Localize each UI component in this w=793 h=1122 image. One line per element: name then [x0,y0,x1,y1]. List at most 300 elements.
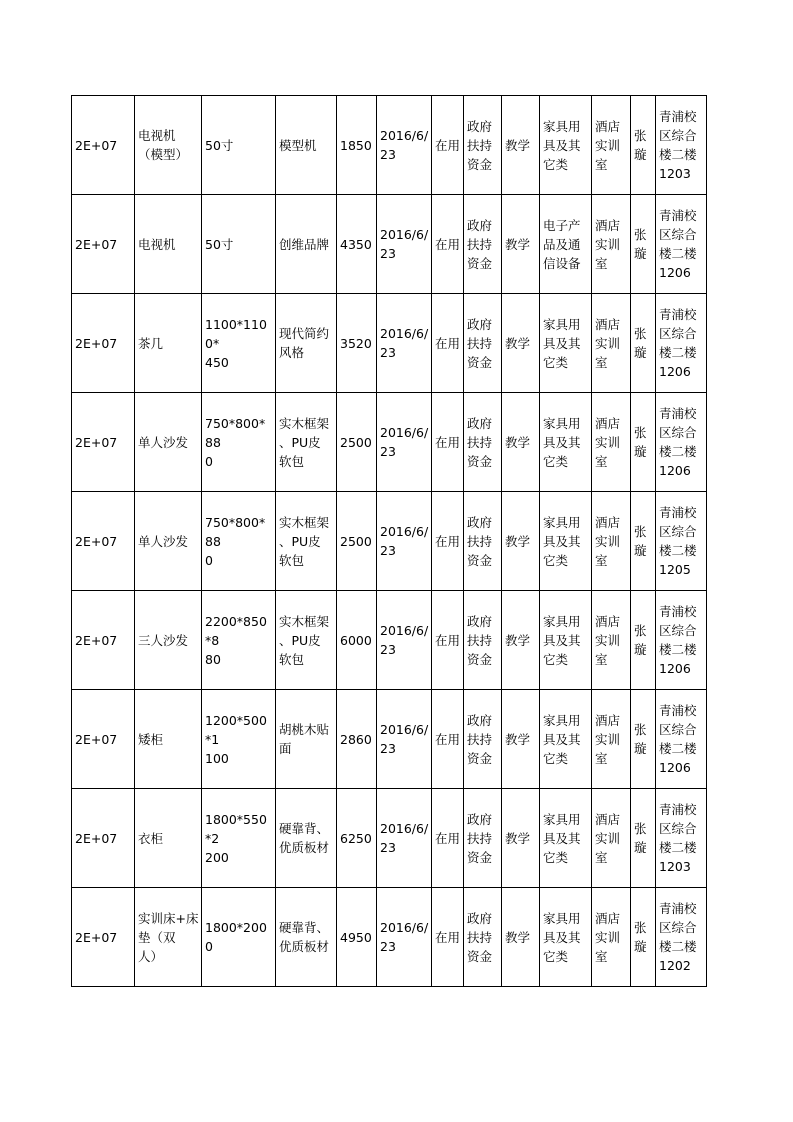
department-cell-line: 酒店 [595,415,621,431]
department-cell-line: 室 [595,255,608,271]
status-cell [432,492,464,591]
category-cell-line: 家具用 [543,118,581,134]
funding-source-cell-line: 扶持 [467,236,493,252]
spec-cell-line: 450 [205,354,229,370]
brand-cell-line: 优质板材 [279,939,330,954]
custodian-cell-line: 璇 [634,147,647,162]
category-cell-line: 信设备 [543,255,581,271]
asset-id-cell-text: 2E+07 [75,731,118,747]
spec-cell-line: 1800*2000 [205,920,267,954]
spec-cell [202,591,276,690]
category-cell-line: 家具用 [543,415,581,431]
funding-source-cell-line: 资金 [467,255,493,271]
funding-source-cell-line: 资金 [467,948,493,964]
funding-source-cell-line: 扶持 [467,137,493,153]
brand-cell-line: 胡桃木贴 [279,722,330,737]
asset-name-cell [135,294,202,393]
spec-cell [202,789,276,888]
department-cell-line: 酒店 [595,118,621,134]
purchase-date-cell-line: 2016/6/ [380,722,429,737]
asset-id-cell [72,96,135,195]
brand-cell-line: 风格 [279,345,305,360]
department-cell [592,294,631,393]
purchase-date-cell [377,96,432,195]
location-cell-line: 区综合 [659,623,697,638]
status-cell-text: 在用 [435,731,461,747]
funding-source-cell [464,492,502,591]
department-cell-line: 室 [595,552,608,568]
asset-table [71,95,707,987]
asset-name-cell-line: 实训床+床 [138,910,199,926]
table-row [72,789,707,888]
custodian-cell-line: 璇 [634,939,647,954]
department-cell-line: 室 [595,156,608,172]
asset-name-cell-line: 单人沙发 [138,434,189,450]
category-cell-line: 家具用 [543,613,581,629]
location-cell-line: 楼二楼 [659,543,697,558]
location-cell-line: 楼二楼 [659,345,697,360]
asset-name-cell-line: 电视机 [138,128,176,143]
price-cell-text: 1850 [340,137,372,153]
location-cell [656,492,707,591]
purchase-date-cell-line: 23 [380,741,396,756]
funding-source-cell-line: 扶持 [467,830,493,846]
category-cell-line: 它类 [543,651,569,667]
department-cell-line: 实训 [595,731,621,747]
asset-name-cell [135,789,202,888]
asset-id-cell-text: 2E+07 [75,830,118,846]
category-cell-line: 它类 [543,849,569,865]
category-cell-line: 它类 [543,948,569,964]
custodian-cell-line: 张 [634,227,647,242]
location-cell-line: 青浦校 [659,109,697,124]
custodian-cell [631,591,656,690]
funding-source-cell-line: 资金 [467,750,493,766]
brand-cell [276,888,337,987]
location-cell-line: 区综合 [659,128,697,143]
brand-cell-line: 创维品牌 [279,236,330,252]
usage-cell [502,492,540,591]
custodian-cell [631,294,656,393]
funding-source-cell [464,789,502,888]
asset-name-cell [135,690,202,789]
brand-cell-line: 优质板材 [279,840,330,855]
purchase-date-cell-line: 2016/6/ [380,524,429,539]
funding-source-cell-line: 扶持 [467,731,493,747]
funding-source-cell-line: 资金 [467,453,493,469]
department-cell [592,591,631,690]
price-cell-text: 6000 [340,632,372,648]
location-cell-line: 楼二楼 [659,939,697,954]
location-cell-line: 青浦校 [659,505,697,520]
brand-cell-line: 实木框架 [279,613,330,629]
price-cell [337,96,377,195]
price-cell [337,294,377,393]
category-cell [540,591,592,690]
asset-id-cell [72,294,135,393]
funding-source-cell [464,294,502,393]
department-cell [592,690,631,789]
custodian-cell-line: 张 [634,326,647,341]
custodian-cell [631,195,656,294]
funding-source-cell-line: 扶持 [467,533,493,549]
status-cell-text: 在用 [435,929,461,945]
purchase-date-cell [377,393,432,492]
funding-source-cell-line: 资金 [467,651,493,667]
spec-cell-line: 80 [205,651,221,667]
purchase-date-cell-line: 23 [380,444,396,459]
asset-id-cell-text: 2E+07 [75,335,118,351]
purchase-date-cell-line: 23 [380,642,396,657]
category-cell-line: 具及其 [543,929,581,945]
purchase-date-cell-line: 2016/6/ [380,425,429,440]
asset-id-cell [72,789,135,888]
price-cell-text: 6250 [340,830,372,846]
location-cell-line: 青浦校 [659,604,697,619]
custodian-cell-line: 张 [634,722,647,737]
department-cell [592,888,631,987]
asset-name-cell-line: 电视机 [138,236,176,252]
asset-name-cell-line: （模型） [138,147,189,162]
table-row [72,888,707,987]
funding-source-cell [464,888,502,987]
purchase-date-cell-line: 2016/6/ [380,326,429,341]
asset-id-cell-text: 2E+07 [75,236,118,252]
price-cell-text: 2500 [340,533,372,549]
department-cell-line: 实训 [595,632,621,648]
category-cell-line: 品及通 [543,236,581,252]
location-cell-line: 1206 [659,463,691,478]
spec-cell-line: 750*800*88 [205,514,266,549]
location-cell-line: 区综合 [659,920,697,935]
price-cell-text: 2860 [340,731,372,747]
purchase-date-cell [377,591,432,690]
table-row [72,294,707,393]
custodian-cell-line: 璇 [634,543,647,558]
custodian-cell-line: 璇 [634,642,647,657]
usage-cell [502,96,540,195]
purchase-date-cell [377,294,432,393]
purchase-date-cell-line: 2016/6/ [380,623,429,638]
status-cell-text: 在用 [435,335,461,351]
funding-source-cell-line: 政府 [467,217,493,233]
asset-name-cell [135,393,202,492]
brand-cell [276,393,337,492]
brand-cell-line: 实木框架 [279,514,330,530]
department-cell [592,195,631,294]
purchase-date-cell-line: 2016/6/ [380,227,429,242]
location-cell-line: 1206 [659,661,691,676]
funding-source-cell-line: 政府 [467,910,493,926]
category-cell-line: 具及其 [543,632,581,648]
purchase-date-cell [377,492,432,591]
asset-id-cell [72,195,135,294]
custodian-cell [631,690,656,789]
category-cell [540,888,592,987]
funding-source-cell-line: 资金 [467,552,493,568]
custodian-cell [631,789,656,888]
spec-cell [202,96,276,195]
usage-cell-text: 教学 [505,533,531,549]
location-cell-line: 楼二楼 [659,741,697,756]
custodian-cell-line: 张 [634,128,647,143]
status-cell [432,888,464,987]
custodian-cell-line: 璇 [634,840,647,855]
department-cell-line: 酒店 [595,316,621,332]
department-cell-line: 室 [595,849,608,865]
category-cell-line: 具及其 [543,830,581,846]
department-cell-line: 酒店 [595,712,621,728]
spec-cell-line: 1200*500*1 [205,712,267,747]
location-cell [656,789,707,888]
funding-source-cell-line: 政府 [467,316,493,332]
status-cell-text: 在用 [435,434,461,450]
usage-cell-text: 教学 [505,632,531,648]
category-cell [540,96,592,195]
department-cell-line: 酒店 [595,613,621,629]
category-cell-line: 家具用 [543,811,581,827]
table-row [72,195,707,294]
table-row [72,96,707,195]
status-cell [432,789,464,888]
department-cell-line: 酒店 [595,217,621,233]
category-cell [540,789,592,888]
spec-cell-line: 750*800*88 [205,415,266,450]
asset-name-cell [135,195,202,294]
usage-cell [502,294,540,393]
brand-cell [276,492,337,591]
custodian-cell [631,492,656,591]
purchase-date-cell [377,690,432,789]
custodian-cell-line: 璇 [634,444,647,459]
location-cell [656,690,707,789]
custodian-cell-line: 璇 [634,345,647,360]
spec-cell-line: 200 [205,849,229,865]
asset-id-cell-text: 2E+07 [75,434,118,450]
usage-cell-text: 教学 [505,236,531,252]
department-cell-line: 实训 [595,137,621,153]
asset-id-cell [72,591,135,690]
usage-cell [502,888,540,987]
table-row [72,492,707,591]
funding-source-cell [464,195,502,294]
usage-cell [502,690,540,789]
status-cell [432,294,464,393]
table-row [72,393,707,492]
funding-source-cell [464,96,502,195]
category-cell-line: 具及其 [543,137,581,153]
custodian-cell-line: 张 [634,920,647,935]
location-cell-line: 楼二楼 [659,444,697,459]
status-cell [432,591,464,690]
price-cell-text: 2500 [340,434,372,450]
department-cell-line: 实训 [595,929,621,945]
brand-cell-line: 、PU皮 [279,632,321,648]
department-cell-line: 室 [595,948,608,964]
asset-name-cell-line: 人） [138,948,164,964]
spec-cell [202,294,276,393]
location-cell-line: 区综合 [659,425,697,440]
brand-cell [276,789,337,888]
location-cell [656,393,707,492]
category-cell-line: 具及其 [543,335,581,351]
asset-name-cell [135,888,202,987]
location-cell-line: 1202 [659,958,691,973]
table-row [72,591,707,690]
location-cell [656,96,707,195]
category-cell-line: 它类 [543,354,569,370]
usage-cell-text: 教学 [505,731,531,747]
purchase-date-cell-line: 23 [380,939,396,954]
purchase-date-cell [377,195,432,294]
funding-source-cell-line: 资金 [467,156,493,172]
asset-name-cell [135,96,202,195]
brand-cell [276,195,337,294]
location-cell-line: 青浦校 [659,802,697,817]
location-cell-line: 青浦校 [659,307,697,322]
spec-cell [202,690,276,789]
funding-source-cell-line: 政府 [467,712,493,728]
location-cell [656,294,707,393]
location-cell-line: 1203 [659,859,691,874]
purchase-date-cell [377,888,432,987]
funding-source-cell [464,690,502,789]
brand-cell-line: 软包 [279,552,305,568]
funding-source-cell-line: 资金 [467,849,493,865]
location-cell-line: 楼二楼 [659,147,697,162]
asset-name-cell [135,492,202,591]
brand-cell-line: 软包 [279,453,305,469]
brand-cell-line: 面 [279,741,292,756]
status-cell [432,393,464,492]
purchase-date-cell-line: 2016/6/ [380,821,429,836]
brand-cell [276,294,337,393]
asset-id-cell [72,888,135,987]
department-cell [592,492,631,591]
location-cell-line: 1205 [659,562,691,577]
location-cell-line: 青浦校 [659,406,697,421]
price-cell-text: 4350 [340,236,372,252]
location-cell-line: 区综合 [659,326,697,341]
funding-source-cell-line: 政府 [467,811,493,827]
funding-source-cell-line: 政府 [467,415,493,431]
asset-id-cell-text: 2E+07 [75,137,118,153]
purchase-date-cell-line: 23 [380,543,396,558]
price-cell-text: 4950 [340,929,372,945]
status-cell-text: 在用 [435,533,461,549]
purchase-date-cell-line: 2016/6/ [380,128,429,143]
usage-cell [502,591,540,690]
brand-cell-line: 实木框架 [279,415,330,431]
purchase-date-cell-line: 23 [380,345,396,360]
department-cell [592,393,631,492]
asset-name-cell-line: 茶几 [138,335,164,351]
department-cell [592,96,631,195]
funding-source-cell-line: 扶持 [467,632,493,648]
department-cell-line: 室 [595,651,608,667]
category-cell-line: 具及其 [543,533,581,549]
funding-source-cell-line: 资金 [467,354,493,370]
department-cell-line: 室 [595,750,608,766]
location-cell-line: 楼二楼 [659,840,697,855]
purchase-date-cell-line: 23 [380,840,396,855]
usage-cell-text: 教学 [505,830,531,846]
spec-cell-line: 0 [205,552,213,568]
location-cell-line: 区综合 [659,227,697,242]
location-cell-line: 楼二楼 [659,246,697,261]
spec-cell-line: 100 [205,750,229,766]
asset-id-cell [72,690,135,789]
usage-cell [502,789,540,888]
spec-cell-line: 50寸 [205,137,234,153]
location-cell-line: 青浦校 [659,208,697,223]
department-cell-line: 实训 [595,335,621,351]
purchase-date-cell-line: 2016/6/ [380,920,429,935]
spec-cell-line: 1100*1100* [205,316,267,351]
department-cell-line: 酒店 [595,910,621,926]
custodian-cell-line: 张 [634,821,647,836]
department-cell-line: 酒店 [595,514,621,530]
asset-name-cell-line: 单人沙发 [138,533,189,549]
status-cell-text: 在用 [435,632,461,648]
status-cell [432,195,464,294]
brand-cell [276,591,337,690]
location-cell [656,591,707,690]
department-cell-line: 室 [595,354,608,370]
custodian-cell [631,96,656,195]
brand-cell-line: 、PU皮 [279,434,321,450]
category-cell-line: 家具用 [543,712,581,728]
category-cell-line: 具及其 [543,434,581,450]
status-cell-text: 在用 [435,830,461,846]
category-cell [540,393,592,492]
category-cell-line: 家具用 [543,910,581,926]
funding-source-cell-line: 扶持 [467,335,493,351]
department-cell-line: 实训 [595,236,621,252]
status-cell-text: 在用 [435,137,461,153]
funding-source-cell-line: 扶持 [467,929,493,945]
price-cell [337,591,377,690]
funding-source-cell [464,591,502,690]
location-cell-line: 1203 [659,166,691,181]
spec-cell-line: 1800*550*2 [205,811,267,846]
department-cell-line: 实训 [595,533,621,549]
spec-cell-line: 2200*850*8 [205,613,267,648]
asset-id-cell [72,492,135,591]
status-cell [432,96,464,195]
brand-cell-line: 硬靠背、 [279,920,330,935]
custodian-cell-line: 璇 [634,246,647,261]
department-cell-line: 酒店 [595,811,621,827]
spec-cell-line: 50寸 [205,236,234,252]
usage-cell-text: 教学 [505,434,531,450]
spec-cell [202,888,276,987]
category-cell [540,294,592,393]
asset-table-body [72,96,707,987]
funding-source-cell-line: 政府 [467,514,493,530]
category-cell-line: 电子产 [543,217,581,233]
department-cell-line: 实训 [595,830,621,846]
spec-cell [202,393,276,492]
status-cell [432,690,464,789]
location-cell-line: 区综合 [659,524,697,539]
price-cell [337,492,377,591]
usage-cell-text: 教学 [505,335,531,351]
custodian-cell-line: 张 [634,623,647,638]
location-cell-line: 1206 [659,265,691,280]
custodian-cell-line: 张 [634,425,647,440]
asset-id-cell-text: 2E+07 [75,929,118,945]
